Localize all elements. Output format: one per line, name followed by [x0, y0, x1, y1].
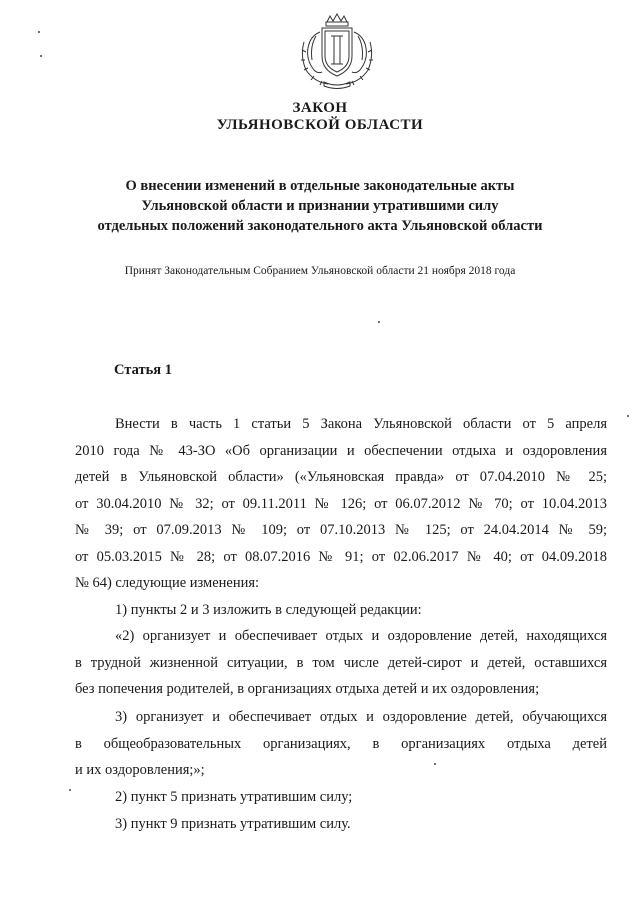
paragraph-line: № 39; от 07.09.2013 № 109; от 07.10.2013 № 125; от 24.04.2014 № 59;	[75, 522, 607, 538]
article-intro-paragraph	[75, 411, 607, 597]
scan-speck	[69, 789, 71, 791]
paragraph-line: 3) организует и обеспечивает отдых и оздоровление детей, обучающихся	[115, 709, 607, 725]
list-item: 1) пункты 2 и 3 изложить в следующей редакции:	[115, 602, 422, 618]
heading-line: О внесении изменений в отдельные законодательные акты	[125, 178, 515, 194]
paragraph-line: 2010 года № 43-ЗО «Об организации и обеспечении отдыха и оздоровления	[75, 442, 607, 459]
scan-speck	[627, 415, 629, 417]
paragraph-line: и их оздоровления;»;	[75, 762, 205, 778]
region-title: УЛЬЯНОВСКОЙ ОБЛАСТИ	[216, 117, 424, 133]
document-heading	[0, 176, 640, 236]
list-item: 3) пункт 9 признать утратившим силу.	[115, 816, 351, 832]
paragraph-line: от 05.03.2015 № 28; от 08.07.2016 № 91; от 02.06.2017 № 40; от 04.09.2018	[75, 548, 607, 565]
scan-speck	[434, 763, 436, 765]
heading-line: Ульяновской области и признании утратившими силу	[141, 198, 499, 214]
paragraph-line: в трудной жизненной ситуации, в том числе детей-сирот и детей, оставшихся	[75, 654, 607, 671]
paragraph-line: в общеобразовательных организациях, в организациях отдыха детей	[75, 735, 607, 752]
law-title: ЗАКОН	[292, 100, 348, 116]
paragraph-line: детей в Ульяновской области» («Ульяновская правда» от 07.04.2010 № 25;	[75, 469, 607, 485]
paragraph-line: № 64) следующие изменения:	[75, 575, 260, 591]
list-item: 2) пункт 5 признать утратившим силу;	[115, 789, 353, 805]
scan-speck	[40, 55, 42, 57]
scan-speck	[38, 31, 40, 33]
adoption-note: Принят Законодательным Собранием Ульяновской области 21 ноября 2018 года	[124, 265, 516, 277]
paragraph-line: без попечения родителей, в организациях отдыха детей и их оздоровления;	[75, 681, 540, 697]
article-title: Статья 1	[114, 362, 172, 378]
paragraph-line: «2) организует и обеспечивает отдых и оздоровление детей, находящихся	[115, 628, 607, 644]
paragraph-line: Внести в часть 1 статьи 5 Закона Ульяновской области от 5 апреля	[115, 416, 607, 432]
paragraph-line: от 30.04.2010 № 32; от 09.11.2011 № 126; от 06.07.2012 № 70; от 10.04.2013	[75, 495, 607, 512]
quoted-item-3	[75, 704, 607, 784]
heading-line: отдельных положений законодательного акта Ульяновской области	[97, 218, 543, 234]
quoted-item-2	[75, 623, 607, 703]
scan-speck	[378, 321, 380, 323]
coat-of-arms-emblem	[296, 12, 378, 90]
